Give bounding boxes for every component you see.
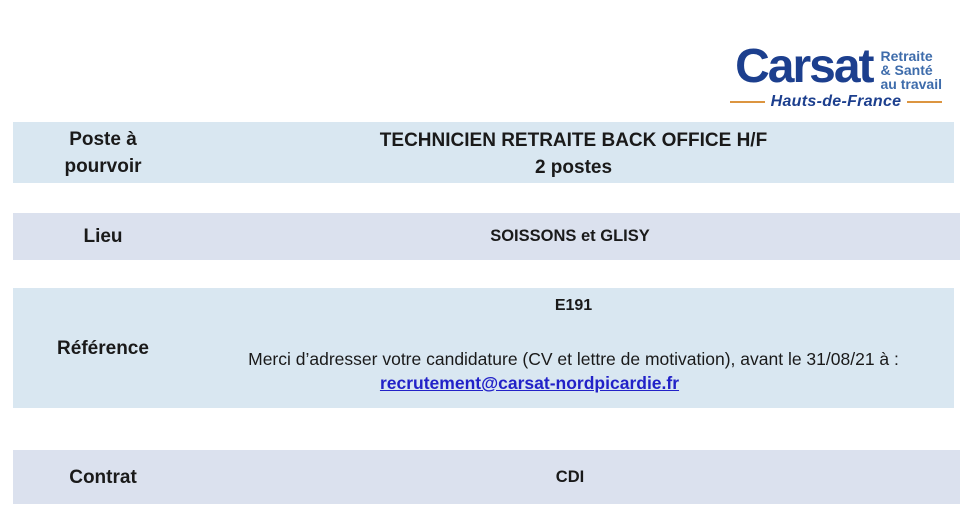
row-reference: [13, 288, 954, 408]
logo-region-label: Hauts-de-France: [770, 93, 902, 110]
reference-code: E191: [554, 297, 593, 314]
carsat-wordmark: Carsat: [735, 40, 873, 93]
label-reference: [13, 288, 193, 408]
contract-type: CDI: [555, 467, 585, 486]
logo-top-row: [730, 40, 942, 94]
label-poste-a-pourvoir: [13, 122, 193, 183]
tagline-line-3: au travail: [880, 76, 942, 92]
value-poste-a-pourvoir: [193, 122, 954, 183]
row-contrat: [13, 450, 960, 504]
job-positions-count: 2 postes: [534, 157, 613, 178]
email-line: [380, 372, 679, 396]
tagline-line-1: Retraite: [880, 48, 933, 64]
tagline-line-2: & Santé: [880, 62, 933, 78]
label-text: Référence: [57, 337, 149, 359]
job-title: TECHNICIEN RETRAITE BACK OFFICE H/F: [379, 130, 768, 151]
logo-tagline: [881, 49, 942, 91]
value-reference: [193, 288, 954, 408]
orange-rule-left: [730, 101, 765, 103]
label-text: Poste à pourvoir: [64, 128, 142, 177]
value-lieu: [193, 213, 960, 260]
label-text: Lieu: [83, 226, 123, 247]
row-lieu: [13, 213, 960, 260]
orange-rule-right: [907, 101, 942, 103]
recruitment-email-link[interactable]: recrutement@carsat-nordpicardie.fr: [379, 373, 680, 393]
job-location: SOISSONS et GLISY: [490, 227, 650, 245]
label-text: Contrat: [69, 466, 137, 488]
label-contrat: [13, 450, 193, 504]
label-lieu: [13, 213, 193, 260]
application-instruction: Merci d’adresser votre candidature (CV et lettre de motivation), avant le 31/08/21 à :: [248, 349, 899, 369]
logo-region-row: [730, 93, 942, 111]
row-poste-a-pourvoir: [13, 122, 954, 183]
value-contrat: [193, 450, 960, 504]
carsat-logo: [730, 40, 942, 111]
